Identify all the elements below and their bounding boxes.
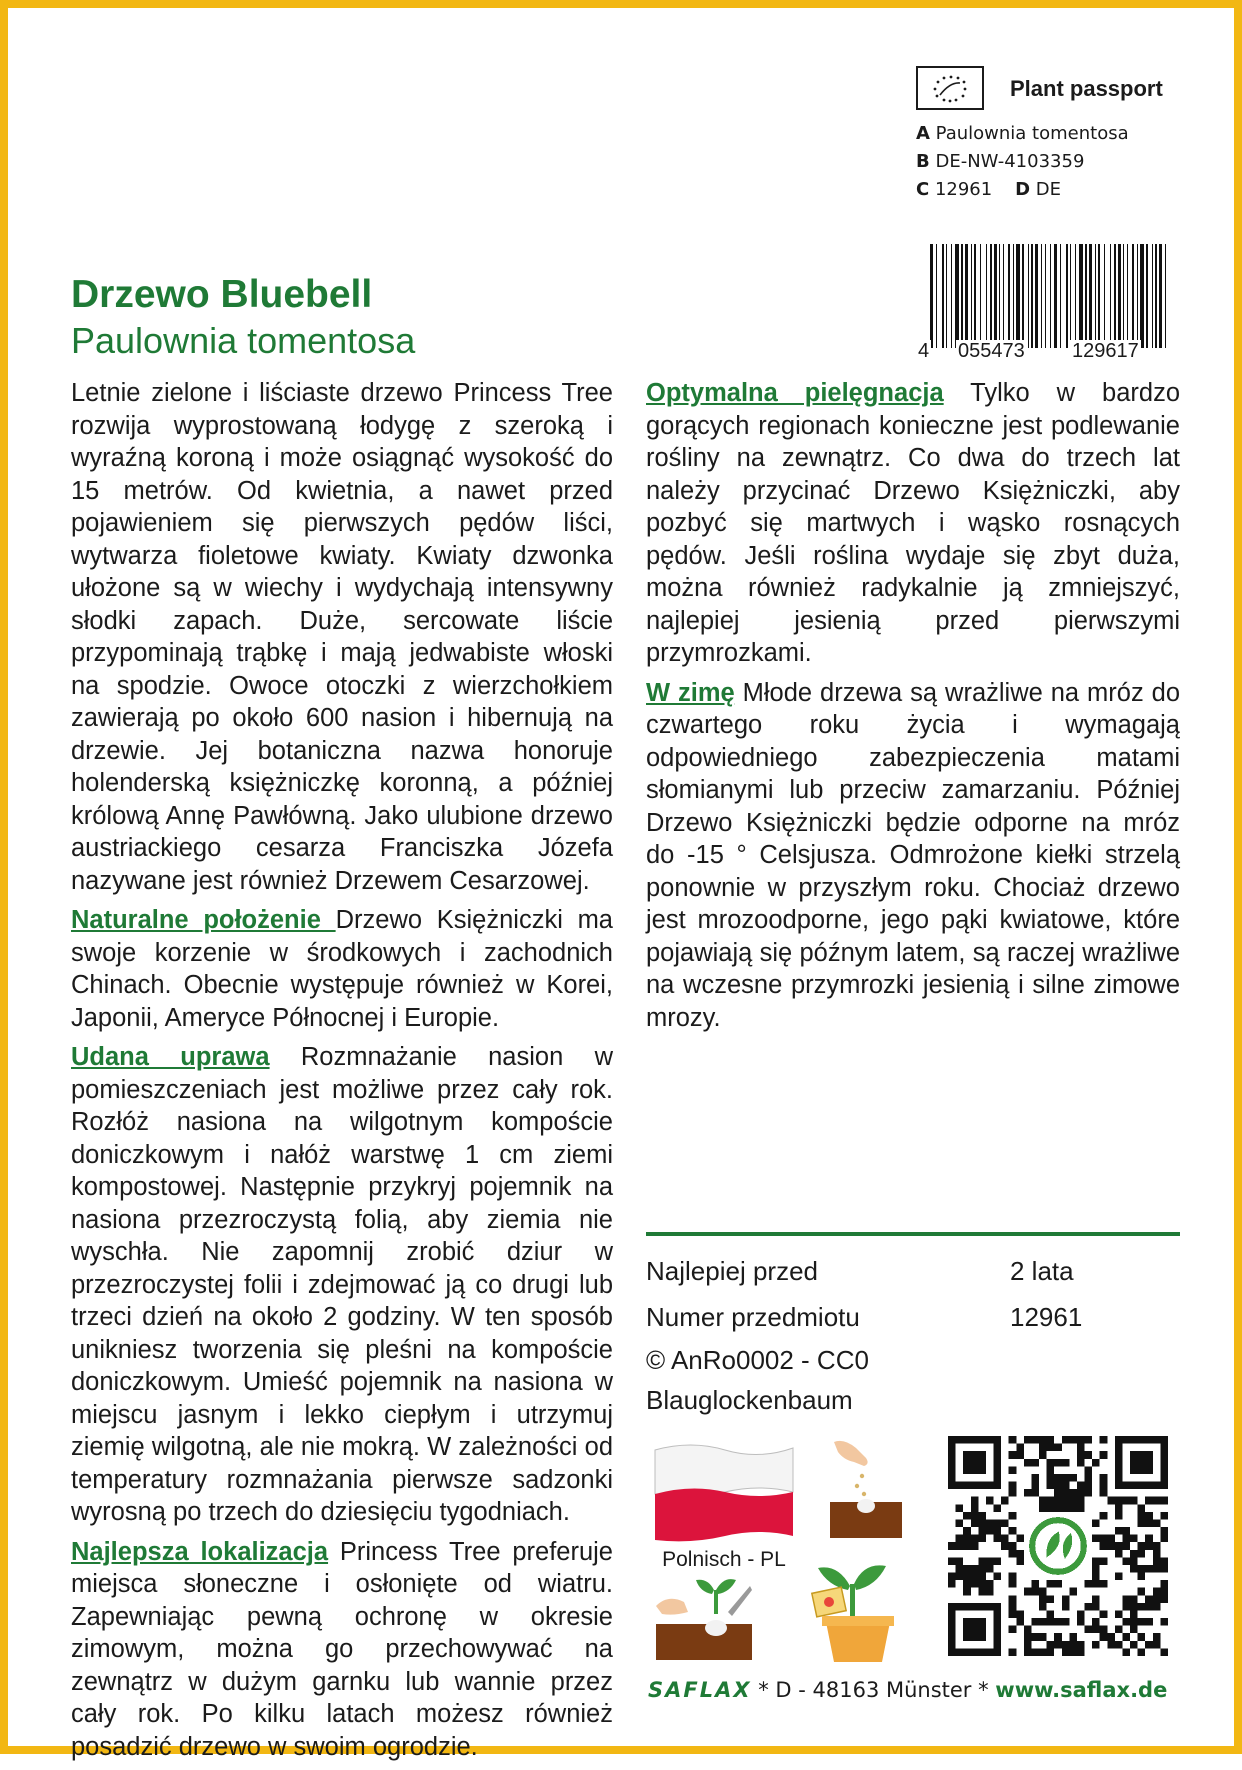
passport-letter-c: C	[916, 179, 930, 200]
sowing-seeds-icon	[820, 1436, 910, 1546]
passport-value-c: 12961	[934, 179, 993, 200]
barcode	[916, 244, 1180, 364]
passport-details	[916, 120, 1129, 204]
cultivation-body: Rozmnażanie nasion w pomieszczeniach jest możliwe przez cały rok. Rozłóż nasiona na wilgotnym kompoście doniczkowym i nałóż warstwę 1 cm ziemi kompostowej. Następnie przykryj pojemnik na nasiona przezroczystą folią, aby ziemia nie wyschła. Nie zapomnij zrobić dziur w przezroczystej folii i zdejmować ją co drugi lub trzeci dzień na około 2 godziny. W ten sposób unikniesz tworzenia się pleśni na kompoście doniczkowym. Umieść pojemnik na nasiona w miejscu jasnym i lekko ciepłym i utrzymuj ziemię wilgotną, ale nie mokrą. W zależności od temperatury rozmnażania pierwsze sadzonki wyrosną po trzech do dziesięciu tygodniach.	[71, 1043, 613, 1526]
cultivation-paragraph	[71, 1041, 613, 1529]
barcode-bars	[916, 244, 1180, 352]
care-heading: Optymalna pielęgnacja	[646, 379, 944, 407]
footer-address: * D - 48163 Münster *	[751, 1678, 996, 1702]
winter-paragraph	[646, 677, 1180, 1035]
polish-flag-icon	[651, 1440, 797, 1544]
passport-value-a: Paulownia tomentosa	[935, 123, 1129, 144]
passport-line-cd	[916, 176, 1129, 204]
cultivation-heading: Udana uprawa	[71, 1043, 270, 1071]
barcode-group-2: 129617	[1072, 340, 1139, 362]
brand-logo: SAFLAX	[648, 1678, 752, 1702]
eu-organic-logo-icon	[916, 66, 984, 110]
passport-title: Plant passport	[1010, 76, 1163, 101]
potted-seedling-icon	[808, 1554, 908, 1664]
passport-letter-d: D	[1015, 179, 1031, 200]
copyright-line: © AnRo0002 - CC0	[646, 1345, 869, 1375]
website-link[interactable]: www.saflax.de	[995, 1678, 1168, 1702]
best-before-row	[646, 1248, 1180, 1294]
passport-value-b: DE-NW-4103359	[935, 151, 1085, 172]
passport-line-b	[916, 148, 1129, 176]
winter-body: Młode drzewa są wrażliwe na mróz do czwartego roku życia i wymagają odpowiedniego zabezpieczenia matami słomianymi lub przeciw zamarzaniu. Później Drzewo Księżniczki będzie odporne na mróz do -15 ° Celsjusza. Odmrożone kiełki strzelą ponownie w przyszłym roku. Chociaż drzewo jest mrozoodporne, jego pąki kwiatowe, które pojawiają się późnym latem, są raczej wrażliwe na wczesne przymrozki jesienią i silne zimowe mrozy.	[646, 678, 1181, 1032]
text-column-left	[71, 377, 613, 1770]
item-number-value: 12961	[1010, 1302, 1083, 1332]
german-name: Blauglockenbaum	[646, 1385, 853, 1415]
product-title	[71, 272, 415, 364]
barcode-digit-first: 4	[918, 340, 930, 362]
product-name: Drzewo Bluebell	[71, 273, 373, 316]
best-before-value: 2 lata	[1010, 1256, 1074, 1286]
text-column-right	[646, 377, 1180, 1041]
passport-letter-b: B	[916, 151, 930, 172]
product-latin-name: Paulownia tomentosa	[71, 320, 416, 361]
language-label: Polnisch - PL	[662, 1548, 786, 1571]
natural-location-heading: Naturalne położenie	[71, 906, 336, 934]
passport-line-a	[916, 120, 1129, 148]
winter-heading: W zimę	[646, 678, 735, 707]
footer	[648, 1678, 1167, 1702]
best-before-label: Najlepiej przed	[646, 1256, 818, 1286]
natural-location-body: Drzewo Księżniczki ma swoje korzenie w środkowych i zachodnich Chinach. Obecnie występuje również w Korei, Japonii, Ameryce Północnej i Europie.	[71, 906, 613, 1032]
intro-paragraph: Letnie zielone i liściaste drzewo Princess Tree rozwija wyprostowaną łodygę z szeroką i wyraźną koroną i może osiągnąć wysokość do 15 metrów. Od kwietnia, a nawet przed pojawieniem się pierwszych pędów liści, wytwarza fioletowe kwiaty. Kwiaty dzwonka ułożone są w wiechy i wydychają intensywny słodki zapach. Duże, sercowate liście przypominają trąbkę i mają jedwabiste włoski na spodzie. Owoce otoczki z wierzchołkiem zawierają po około 600 nasion i hibernują na drzewie. Jej botaniczna nazwa honoruje holenderską księżniczkę koronną, a później królową Annę Pawłówną. Jako ulubione drzewo austriackiego cesarza Franciszka Józefa nazywane jest również Drzewem Cesarzowej.	[71, 379, 613, 895]
location-paragraph	[71, 1536, 613, 1764]
care-paragraph	[646, 377, 1180, 670]
passport-value-d: DE	[1035, 179, 1062, 200]
planting-seedling-icon	[654, 1572, 754, 1664]
item-number-row	[646, 1294, 1180, 1340]
natural-location-paragraph	[71, 904, 613, 1034]
location-body: Princess Tree preferuje miejsca słoneczne i osłonięte od wiatru. Zapewniając pewną ochronę w okresie zimowym, można go przechowywać na zewnątrz w dużym garnku lub wannie przez cały rok. Po kilku latach możesz również posadzić drzewo w swoim ogrodzie.	[71, 1537, 613, 1761]
barcode-group-1: 055473	[958, 340, 1025, 362]
info-table	[646, 1248, 1180, 1420]
qr-code-icon	[948, 1436, 1168, 1656]
location-heading: Najlepsza lokalizacja	[71, 1537, 329, 1566]
info-divider	[646, 1232, 1180, 1236]
care-body: Tylko w bardzo gorących regionach konieczne jest podlewanie rośliny na zewnątrz. Co dwa do trzech lat należy przycinać Drzewo Księżniczki, aby pozbyć się martwych i wąsko rosnących pędów. Jeśli roślina wydaje się zbyt duża, można również radykalnie ją zmniejszyć, najlepiej jesienią przed pierwszymi przymrozkami.	[646, 379, 1180, 667]
passport-letter-a: A	[916, 123, 930, 144]
item-number-label: Numer przedmiotu	[646, 1302, 860, 1332]
